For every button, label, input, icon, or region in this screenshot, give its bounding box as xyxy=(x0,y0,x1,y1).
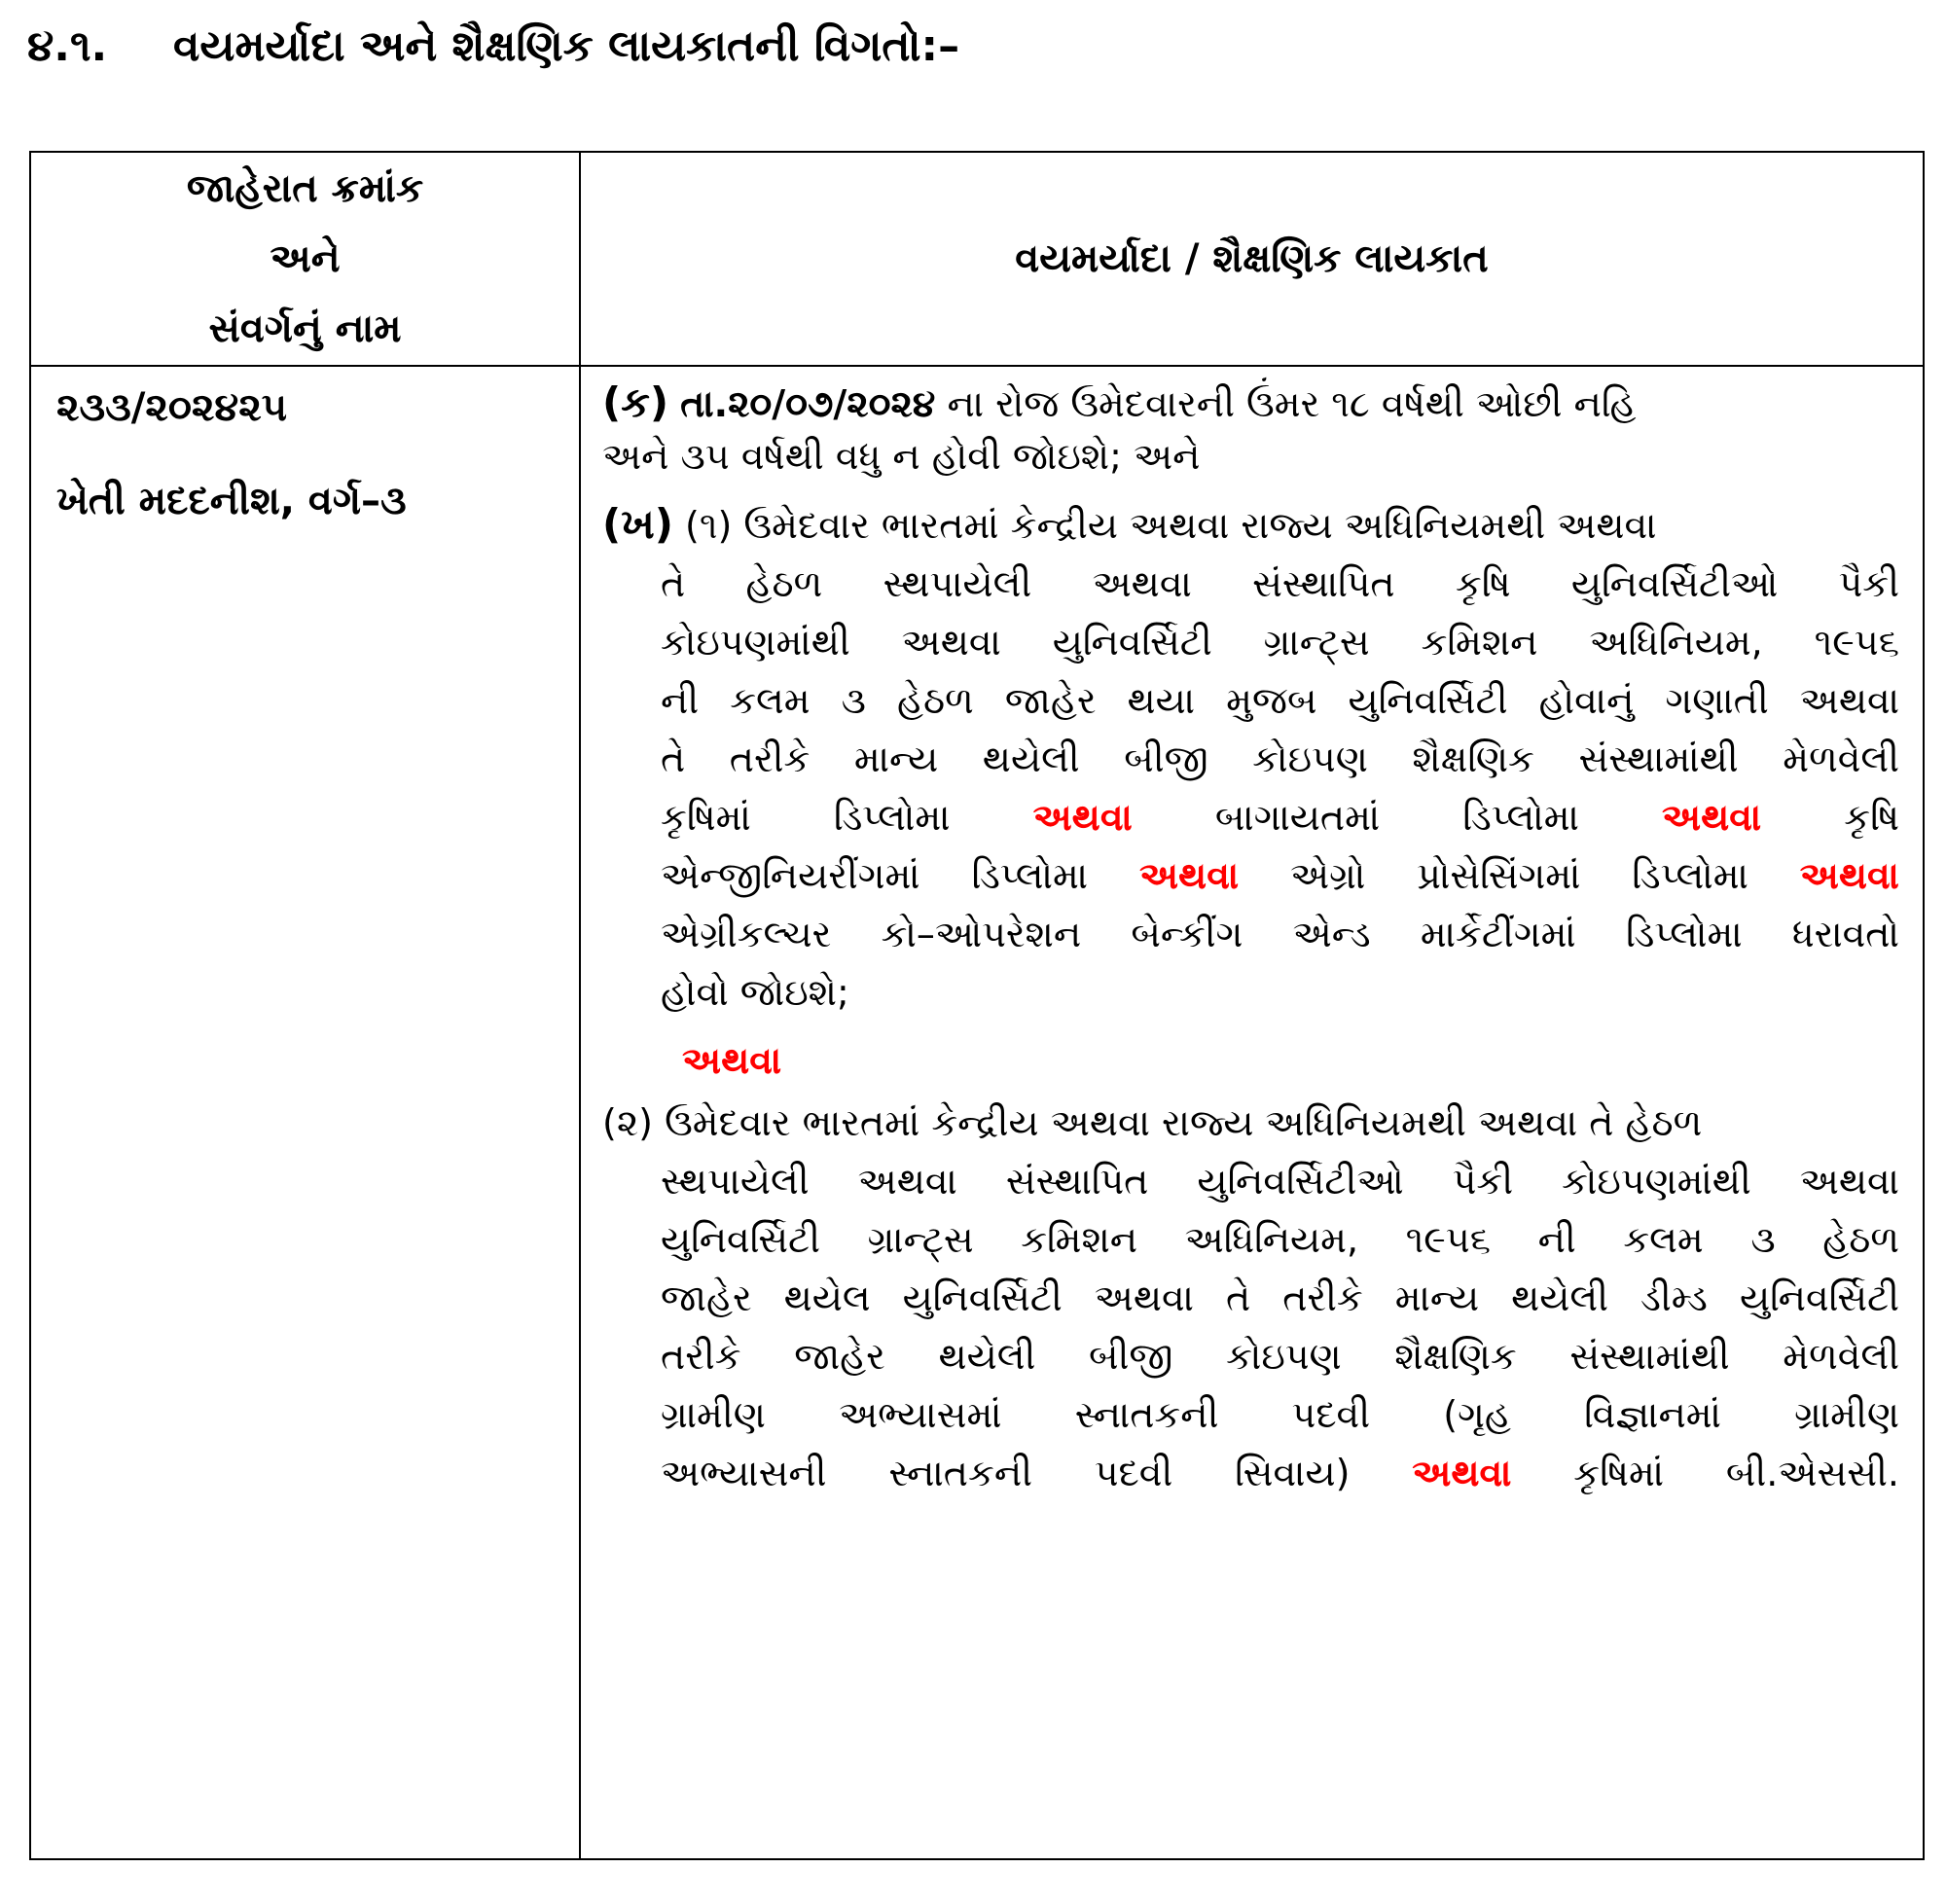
qualification-table xyxy=(29,151,1925,1860)
advt-cell xyxy=(30,366,580,1859)
option-1-line-7 xyxy=(661,849,1899,902)
education-option-2 xyxy=(602,1096,1899,1149)
option-2-line-7 xyxy=(661,1447,1899,1499)
option-2-line-3: યુનિવર્સિટી ગ્રાન્ટ્સ કમિશન અધિનિયમ, ૧૯૫૬ ની કલમ ૩ હેઠળ xyxy=(661,1218,1899,1261)
option-1-line-6 xyxy=(661,791,1899,844)
section-heading xyxy=(27,21,959,71)
diploma-agri-prefix: કૃષિ xyxy=(1844,796,1899,839)
or-highlight: અથવા xyxy=(1138,854,1240,897)
option-2-number: (૨) xyxy=(602,1101,653,1144)
or-separator: અથવા xyxy=(682,1039,782,1082)
option-1-line-4: ની કલમ ૩ હેઠળ જાહેર થયા મુજબ યુનિવર્સિટી હોવાનું ગણાતી અથવા xyxy=(661,679,1899,722)
age-text-1: ના રોજ ઉમેદવારની ઉંમર ૧૮ વર્ષથી ઓછી નહિ xyxy=(947,382,1637,425)
table-row xyxy=(30,366,1924,1859)
option-2-line-6: ગ્રામીણ અભ્યાસમાં સ્નાતકની પદવી (ગૃહ વિજ્ઞાનમાં ગ્રામીણ xyxy=(661,1393,1899,1436)
advertisement-number: ૨૩૩/૨૦૨૪૨૫ xyxy=(56,385,287,430)
age-clause xyxy=(602,377,1899,483)
option-1-line-9: હોવો જોઇશે; xyxy=(661,971,849,1014)
section-title: વયમર્યાદા અને શૈક્ષણિક લાયકાતની વિગતો:– xyxy=(173,21,960,71)
qualification-cell xyxy=(580,366,1924,1859)
option-1-line-1: ઉમેદવાર ભારતમાં કેન્દ્રીય અથવા રાજ્ય અધિનિયમથી અથવા xyxy=(743,504,1657,547)
table-header-row xyxy=(30,152,1924,366)
post-name: ખેતી મદદનીશ, વર્ગ–૩ xyxy=(56,479,407,523)
diploma-agro-processing: એગ્રો પ્રોસેસિંગમાં ડિપ્લોમા xyxy=(1290,854,1748,897)
or-highlight: અથવા xyxy=(1412,1452,1512,1494)
option-2-line-7a: અભ્યાસની સ્નાતકની પદવી સિવાય) xyxy=(661,1452,1351,1494)
header-age-qualification: વયમર્યાદા / શૈક્ષણિક લાયકાત xyxy=(580,152,1924,366)
age-date: તા.૨૦/૦૭/૨૦૨૪ xyxy=(680,382,936,425)
diploma-engineering: એન્જીનિયરીંગમાં ડિપ્લોમા xyxy=(661,854,1089,897)
education-option-1 xyxy=(602,498,1899,552)
section-number: ૪.૧. xyxy=(27,21,108,71)
or-highlight: અથવા xyxy=(1032,796,1133,839)
age-label: (ક) xyxy=(602,378,669,426)
option-2-line-4: જાહેર થયેલ યુનિવર્સિટી અથવા તે તરીકે માન્ય થયેલી ડીમ્ડ યુનિવર્સિટી xyxy=(661,1276,1899,1319)
option-1-line-5: તે તરીકે માન્ય થયેલી બીજી કોઇપણ શૈક્ષણિક સંસ્થામાંથી મેળવેલી xyxy=(661,737,1899,780)
option-1-number: (૧) xyxy=(685,504,733,547)
option-2-line-1: ઉમેદવાર ભારતમાં કેન્દ્રીય અથવા રાજ્ય અધિનિયમથી અથવા તે હેઠળ xyxy=(665,1101,1703,1144)
header-advt-line3: સંવર્ગનું નામ xyxy=(208,306,402,351)
option-2-line-2: સ્થપાયેલી અથવા સંસ્થાપિત યુનિવર્સિટીઓ પૈકી કોઇપણમાંથી અથવા xyxy=(661,1160,1899,1203)
header-advt-line2: અને xyxy=(270,236,341,281)
option-2-line-7b: કૃષિમાં બી.એસસી. xyxy=(1573,1452,1899,1494)
or-highlight: અથવા xyxy=(1799,854,1899,897)
or-highlight: અથવા xyxy=(1661,796,1762,839)
header-advt-line1: જાહેરાત ક્રમાંક xyxy=(186,166,424,211)
option-1-line-3: કોઇપણમાંથી અથવા યુનિવર્સિટી ગ્રાન્ટ્સ કમિશન અધિનિયમ, ૧૯૫૬ xyxy=(661,621,1899,664)
diploma-agriculture: કૃષિમાં ડિપ્લોમા xyxy=(661,796,951,839)
diploma-horticulture: બાગાયતમાં ડિપ્લોમા xyxy=(1214,796,1579,839)
education-label: (ખ) xyxy=(602,500,673,548)
option-1-line-2: તે હેઠળ સ્થપાયેલી અથવા સંસ્થાપિત કૃષિ યુનિવર્સિટીઓ પૈકી xyxy=(661,562,1899,605)
header-advt-post xyxy=(30,152,580,366)
age-text-2: અને ૩૫ વર્ષથી વધુ ન હોવી જોઇશે; અને xyxy=(602,435,1201,478)
option-1-line-8: એગ્રીકલ્ચર કો–ઓપરેશન બેન્કીંગ એન્ડ માર્કેટીંગમાં ડિપ્લોમા ધરાવતો xyxy=(661,913,1899,955)
option-2-line-5: તરીકે જાહેર થયેલી બીજી કોઇપણ શૈક્ષણિક સંસ્થામાંથી મેળવેલી xyxy=(661,1335,1899,1378)
